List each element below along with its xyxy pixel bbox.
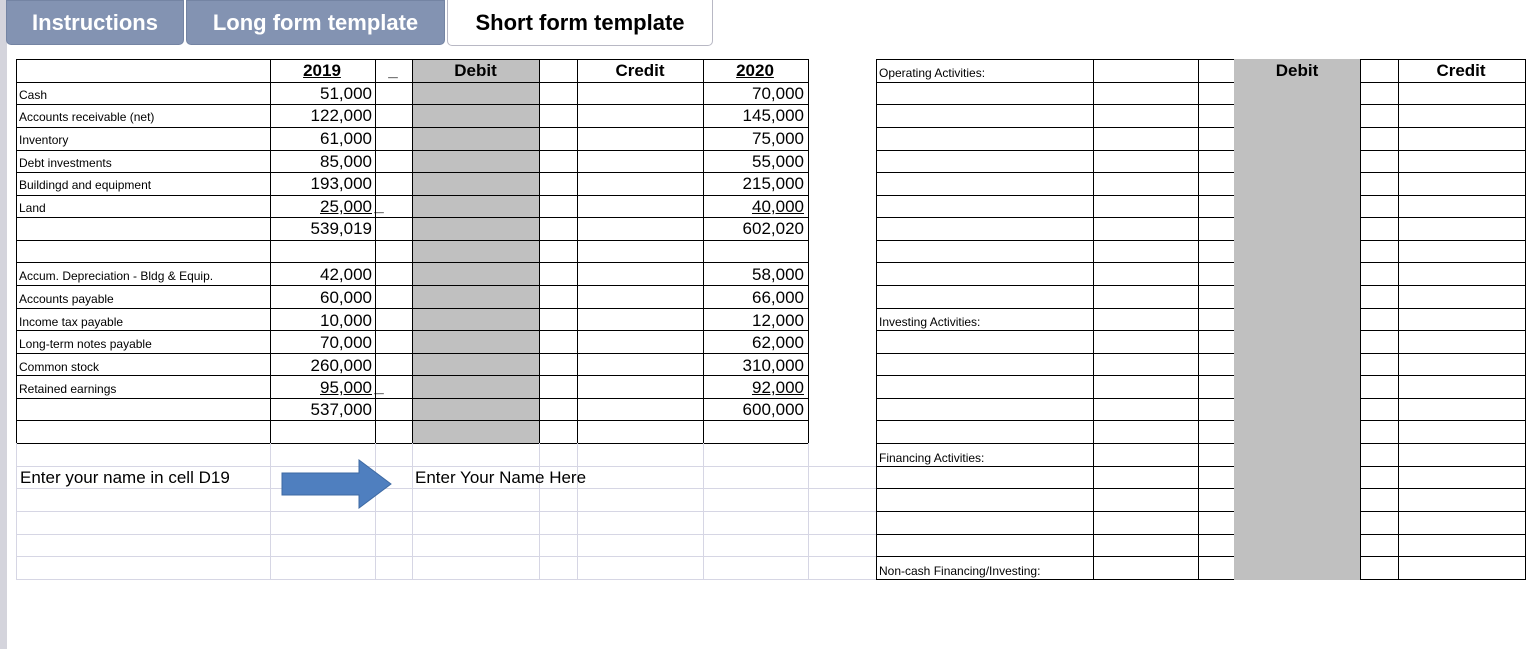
grid-hline (876, 398, 1526, 399)
grid-vline-light (412, 443, 413, 580)
liability-value-2019: 42,000 (320, 265, 372, 284)
grid-hline (876, 579, 1526, 580)
asset-value-2019: 85,000 (320, 152, 372, 171)
grid-hline (876, 375, 1526, 376)
debit-column-shading (412, 59, 539, 443)
section-operating-activities: Operating Activities: (879, 66, 986, 80)
liabilities-total-2019: 537,000 (310, 400, 372, 419)
grid-vline (1398, 59, 1399, 580)
header-2019: 2019 (303, 61, 341, 80)
asset-row-label: Inventory (19, 133, 69, 147)
liability-value-2019: 95,000 (320, 378, 372, 397)
grid-vline (412, 59, 413, 444)
asset-value-2020: 145,000 (742, 106, 804, 125)
grid-vline (1198, 59, 1199, 580)
grid-vline (577, 59, 578, 444)
grid-vline-light (539, 443, 540, 580)
grid-vline-light (270, 443, 271, 580)
liability-row-label: Long-term notes payable (19, 337, 152, 351)
liabilities-total-2020: 600,000 (742, 400, 804, 419)
assets-total-2020: 602,020 (742, 219, 804, 238)
liability-row-label: Accum. Depreciation - Bldg & Equip. (19, 269, 214, 283)
grid-hline-light (16, 466, 876, 467)
asset-row-label: Cash (19, 88, 48, 102)
grid-vline (876, 59, 877, 580)
grid-hline (876, 534, 1526, 535)
asset-row-label: Land (19, 201, 46, 215)
header-credit: Credit (615, 61, 665, 80)
asset-row-label: Accounts receivable (net) (19, 110, 155, 124)
liability-value-2020: 58,000 (752, 265, 804, 284)
liability-value-2020: 310,000 (742, 356, 804, 375)
grid-vline (16, 59, 17, 444)
grid-hline-light (16, 534, 876, 535)
grid-vline-light (808, 443, 809, 580)
grid-hline (876, 82, 1526, 83)
grid-hline (876, 150, 1526, 151)
liability-row-label: Income tax payable (19, 315, 124, 329)
asset-value-2020: 215,000 (742, 174, 804, 193)
grid-hline (876, 262, 1526, 263)
liability-row-label: Common stock (19, 360, 100, 374)
grid-vline (1360, 59, 1361, 580)
grid-vline (808, 59, 809, 444)
grid-hline (876, 420, 1526, 421)
grid-hline (876, 330, 1526, 331)
liability-value-2019: 70,000 (320, 333, 372, 352)
grid-hline (876, 240, 1526, 241)
grid-hline (876, 217, 1526, 218)
grid-hline (876, 127, 1526, 128)
asset-value-2020: 75,000 (752, 129, 804, 148)
grid-hline-light (16, 488, 876, 489)
header-dash: _ (388, 61, 398, 80)
grid-hline (876, 466, 1526, 467)
grid-vline-light (703, 443, 704, 580)
asset-value-2019: 51,000 (320, 84, 372, 103)
grid-hline (876, 59, 1526, 60)
asset-value-2019: 193,000 (310, 174, 372, 193)
name-instruction: Enter your name in cell D19 (20, 468, 230, 487)
grid-hline-light (16, 556, 876, 557)
section-investing-activities: Investing Activities: (879, 315, 981, 329)
grid-vline-light (577, 443, 578, 580)
underline-mark-retained: _ (374, 377, 384, 396)
tab-short-form-template[interactable]: Short form template (447, 0, 713, 46)
grid-vline-light (16, 443, 17, 580)
window-left-edge (0, 0, 7, 649)
grid-hline (876, 488, 1526, 489)
liability-value-2020: 62,000 (752, 333, 804, 352)
right-debit-column-shading (1234, 59, 1360, 580)
liability-value-2020: 92,000 (752, 378, 804, 397)
asset-value-2019: 61,000 (320, 129, 372, 148)
grid-vline (539, 59, 540, 444)
arrow-right-icon (281, 459, 393, 509)
asset-value-2020: 55,000 (752, 152, 804, 171)
grid-vline (1525, 59, 1526, 580)
liability-row-label: Accounts payable (19, 292, 114, 306)
grid-hline (876, 172, 1526, 173)
liability-value-2019: 10,000 (320, 311, 372, 330)
header-debit: Debit (454, 61, 497, 80)
grid-vline (1093, 59, 1094, 580)
assets-total-2019: 539,019 (310, 219, 372, 238)
grid-hline-light (16, 579, 876, 580)
grid-hline (876, 556, 1526, 557)
asset-row-label: Debt investments (19, 156, 112, 170)
asset-row-label: Buildingd and equipment (19, 178, 152, 192)
grid-vline (270, 59, 271, 444)
grid-hline (876, 353, 1526, 354)
asset-value-2019: 122,000 (310, 106, 372, 125)
grid-hline (876, 285, 1526, 286)
section-noncash-activities: Non-cash Financing/Investing: (879, 564, 1041, 578)
liability-value-2020: 66,000 (752, 288, 804, 307)
section-financing-activities: Financing Activities: (879, 451, 985, 465)
right-header-credit: Credit (1436, 61, 1486, 80)
grid-hline (876, 511, 1526, 512)
grid-hline (876, 104, 1526, 105)
grid-hline (876, 443, 1526, 444)
asset-value-2020: 70,000 (752, 84, 804, 103)
underline-mark-land: _ (374, 196, 384, 215)
name-input-cell[interactable]: Enter Your Name Here (415, 468, 587, 487)
tab-instructions[interactable]: Instructions (6, 0, 184, 45)
asset-value-2020: 40,000 (752, 197, 804, 216)
grid-hline (876, 195, 1526, 196)
header-2020: 2020 (736, 61, 774, 80)
liability-row-label: Retained earnings (19, 382, 117, 396)
asset-value-2019: 25,000 (320, 197, 372, 216)
liability-value-2019: 260,000 (310, 356, 372, 375)
right-header-debit: Debit (1275, 61, 1319, 80)
liability-value-2020: 12,000 (752, 311, 804, 330)
grid-hline-light (16, 511, 876, 512)
grid-hline (876, 308, 1526, 309)
tab-long-form-template[interactable]: Long form template (186, 0, 445, 45)
liability-value-2019: 60,000 (320, 288, 372, 307)
